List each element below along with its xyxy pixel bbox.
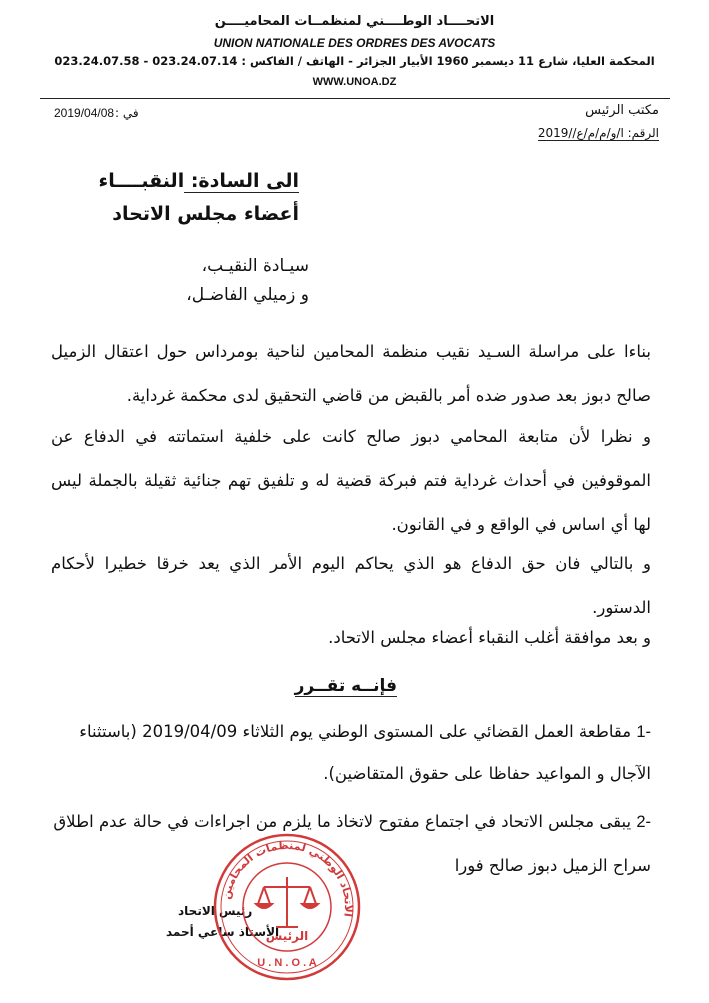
recipient-line-1 bbox=[99, 170, 299, 192]
scales-of-justice-icon bbox=[256, 877, 318, 927]
svg-text:الرئيس: الرئيس bbox=[265, 929, 309, 943]
decision-item-1-number: -1 bbox=[636, 723, 651, 741]
paragraph-2: و نظرا لأن متابعة المحامي دبوز صالح كانت على خلفية استماتته في الدفاع عن الموقوفين في أحداث غرداية فتم فبركة قضية له و تلفيق تهم جنائية ثقيلة بالجملة ليس لها أي اساس في الواقع و في القانون. bbox=[51, 427, 651, 534]
recipient-line-2: أعضاء مجلس الاتحاد bbox=[112, 203, 299, 225]
greeting-line-2: و زميلي الفاضـل، bbox=[186, 285, 309, 305]
signature-name: الأستاذ ساعي أحمد bbox=[166, 925, 280, 939]
union-website: WWW.UNOA.DZ bbox=[312, 76, 397, 88]
official-stamp bbox=[212, 832, 362, 982]
decision-heading: فإنــه تقــرر bbox=[294, 676, 397, 696]
union-name-arabic: الاتحــــاد الوطــــني لمنظمــات المحاميــــن bbox=[214, 14, 495, 29]
decision-item-1 bbox=[51, 711, 651, 795]
paragraph-1: بناءا على مراسلة السـيد نقيب منظمة المحامين لناحية بومرداس حول اعتقال الزميل صالح دبوز بعد صدور ضده أمر بالقبض من قاضي التحقيق لدى محكمة غرداية. bbox=[51, 342, 651, 405]
header-divider bbox=[40, 98, 670, 99]
svg-text:U . N . O . A: U . N . O . A bbox=[257, 957, 317, 969]
signature-role: رئيس الاتحاد bbox=[178, 904, 253, 918]
recipient-title: النقبــــاء bbox=[98, 170, 185, 192]
letter-date: 2019/04/08 bbox=[54, 106, 115, 120]
svg-text:الاتحاد الوطني لمنظمات المحامي: الاتحاد الوطني لمنظمات المحامين bbox=[219, 838, 356, 918]
paragraph-4: و بعد موافقة أغلب النقباء أعضاء مجلس الاتحاد. bbox=[328, 628, 651, 647]
office-label: مكتب الرئيس bbox=[585, 103, 659, 118]
recipient-prefix: الى السادة: bbox=[184, 170, 299, 192]
decision-item-2-text: يبقى مجلس الاتحاد في اجتماع مفتوح لاتخاذ ما يلزم من اجراءات في حالة عدم اطلاق سراح الزميل دبوز صالح فورا bbox=[53, 812, 651, 875]
reference-number: الرقم: ا/و/م/م/ع//2019 bbox=[537, 126, 659, 140]
paragraph-3: و بالتالي فان حق الدفاع هو الذي يحاكم اليوم الأمر الذي يعد خرقا خطيرا لأحكام الدستور. bbox=[51, 554, 651, 617]
union-name-french: UNION NATIONALE DES ORDRES DES AVOCATS bbox=[213, 36, 496, 50]
decision-item-2-number: -2 bbox=[636, 813, 651, 831]
decision-item-1-text: مقاطعة العمل القضائي على المستوى الوطني يوم الثلاثاء 2019/04/09 (باستثناء الآجال و المواعيد حفاظا على حقوق المتقاضين). bbox=[79, 722, 651, 783]
date-label: في : bbox=[115, 106, 139, 120]
union-address: المحكمة العليا، شارع 11 ديسمبر 1960 الأبيار الجزائر - الهاتف / الفاكس : 023.24.07.14 - 023.24.07.58 bbox=[54, 54, 655, 68]
greeting-line-1: سيـادة النقيـب، bbox=[201, 256, 309, 276]
